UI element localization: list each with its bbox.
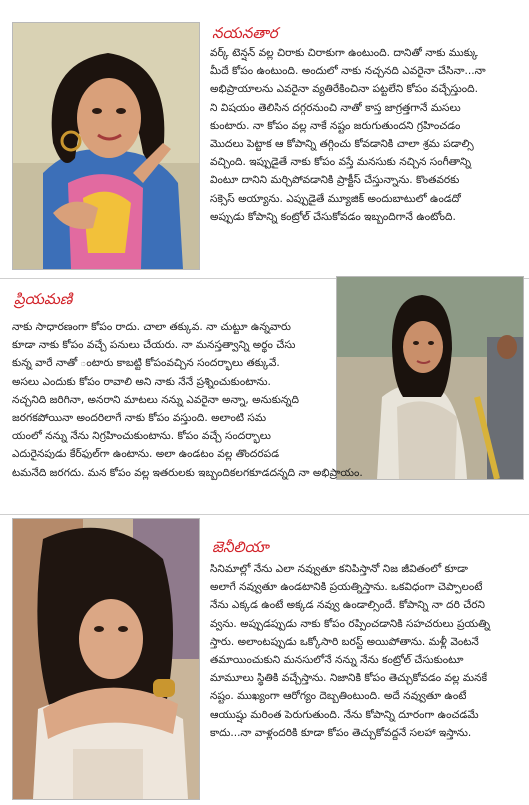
text-line: తమాయించుకుని మనసులోనే నన్ను నేను కంట్రోల్ చేసుకుంటూ	[210, 654, 464, 667]
text-line: అలాగే నవ్వుతూ ఉండటానికి ప్రయత్నిస్తాను. ఒకవిధంగా చెప్పాలంటే	[210, 581, 483, 594]
text-line: ని విషయం తెలిసిన దగ్గరనుంచి నాతో కాస్త జాగ్రత్తగానే మసలు	[210, 101, 461, 114]
text-line: కూడా నాకు కోపం వచ్చే పనులు చేయరు. నా మనస్తత్వాన్ని అర్థం చేసు	[12, 339, 296, 352]
text-line: ఆయుష్షు మరింత పెరుగుతుంది. నేను కోపాన్ని దూరంగా ఉంచడమే	[210, 708, 479, 721]
text-line: నాకు సాధారణంగా కోపం రాదు. చాలా తక్కువ. నా చుట్టూ ఉన్నవారు	[12, 321, 291, 333]
text-line: మీదే కోపం ఉంటుంది. అందులో నాకు నచ్చనది ఎవరైనా చేసినా...నా	[210, 65, 486, 78]
text-line: అసలు ఎందుకు కోపం రావాలి అని నాకు నేనే ప్రశ్నించుకుంటాను.	[12, 375, 271, 388]
paragraph-priyamani	[12, 318, 524, 482]
text-line: నచ్చనిది జరిగినా, అనరాని మాటలు నన్ను ఎవరైనా అన్నా, అనుకున్నది	[12, 393, 299, 406]
section-heading-nayanthara: నయనతార	[212, 24, 278, 42]
text-line: అప్పుడు కోపాన్ని కంట్రోల్ చేసుకోవడం ఇబ్బందిగానే ఉంటోంది.	[210, 210, 456, 223]
text-line: కున్న వారే నాతో ంటారు కాబట్టి కోపంవచ్చిన సందర్భాలు తక్కువే.	[12, 357, 280, 370]
section-divider	[0, 514, 529, 515]
paragraph-nayanthara	[210, 44, 522, 226]
text-line: టమనేది జరగదు. మన కోపం వల్ల ఇతరులకు ఇబ్బందికలగకూడదన్నది నా అభిప్రాయం.	[12, 466, 363, 479]
text-line: నష్టం. ముఖ్యంగా ఆరోగ్యం దెబ్బతింటుంది. అదే నవ్వుతూ ఉంటే	[210, 690, 467, 703]
text-line: కుంటారు. నా కోపం వల్ల నాకే నష్టం జరుగుతుందని గ్రహించడం	[210, 119, 461, 132]
text-line: సినిమాల్లో నేను ఎలా నవ్వుతూ కనిపిస్తానో నిజ జీవితంలో కూడా	[210, 563, 468, 575]
text-line: మొదలు పెట్టాక ఆ కోపాన్ని తగ్గించు కోవడానికి చాలా శ్రమ పడాల్సి	[210, 138, 474, 151]
section-heading-priyamani: ప్రియమణి	[14, 290, 73, 308]
paragraph-genelia	[210, 560, 522, 742]
text-line: సక్సెస్ అయ్యాను. ఎప్పుడైతే మ్యూజిక్ అందుబాటులో ఉండదో	[210, 192, 461, 205]
text-line: యంలో నన్ను నేను నిగ్రహించుకుంటాను. కోపం వచ్చే సందర్భాలు	[12, 430, 271, 443]
text-line: నేను ఎక్కడ ఉంటే అక్కడ నవ్వు ఉండాల్సిందే. కోపాన్ని నా దరి చేరని	[210, 599, 485, 612]
text-line: కాదు...నా వాళ్లందరికి కూడా కోపం తెచ్చుకోవద్దనే సలహా ఇస్తాను.	[210, 726, 472, 739]
section-heading-genelia: జెనీలియా	[212, 538, 269, 556]
text-line: వర్క్ టెన్షన్ వల్ల చిరాకు చిరాకుగా ఉంటుంది. దానితో నాకు ముక్కు	[210, 47, 478, 59]
text-line: అభిప్రాయాలను ఎవరైనా వ్యతిరేకించినా పట్టలేని కోపం వచ్చేస్తుంది.	[210, 83, 479, 96]
text-line: జరగకపోయినా అందరిలాగే నాకు కోపం వస్తుంది. అలాంటి సమ	[12, 412, 267, 425]
text-line: వ్వను. అప్పుడప్పుడు నాకు కోపం రప్పించడానికి సహచరులు ప్రయత్ని	[210, 617, 491, 630]
genelia-photo	[12, 518, 200, 800]
text-line: ఎదురైనపుడు కేర్‌ఫుల్‌గా ఉంటాను. అలా ఉండటం వల్ల తొందరపడ	[12, 448, 280, 461]
text-line: స్తారు. అలాంటప్పుడు ఒక్కోసారి బరస్ట్ అయిపోతాను. మళ్లీ వెంటనే	[210, 635, 479, 648]
text-line: వచ్చింది. ఇప్పుడైతే నాకు కోపం వస్తే మనసుకు నచ్చిన సంగీతాన్ని	[210, 156, 472, 169]
text-line: వింటూ దానిని మర్చిపోవడానికి ప్రాక్టీస్ చేస్తున్నాను. కొంతవరకు	[210, 174, 460, 187]
text-line: మామూలు స్థితికి వచ్చేస్తాను. నిజానికి కోపం తెచ్చుకోవడం వల్ల మనకే	[210, 672, 488, 685]
nayanthara-photo	[12, 22, 200, 270]
